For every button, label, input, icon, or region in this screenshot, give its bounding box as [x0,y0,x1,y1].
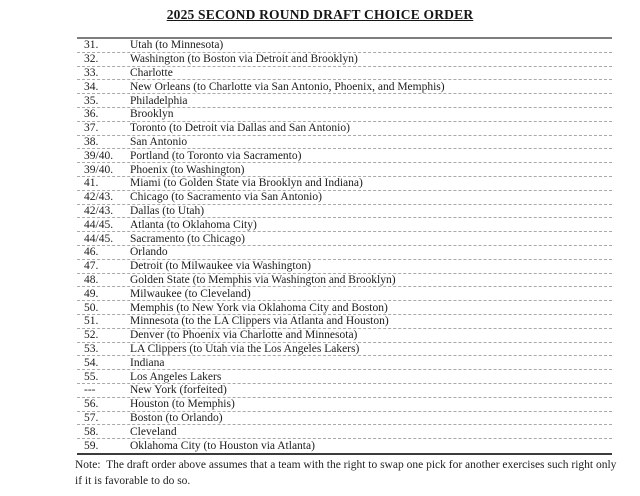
footnote: Note: The draft order above assumes that a team with the right to swap one pick for another exercises such right only if it is favorable to do so. [75,459,620,487]
pick-number: 31. [84,39,99,52]
pick-number: 57. [84,411,99,424]
team-entry: LA Clippers (to Utah via the Los Angeles Lakers) [130,342,360,355]
table-row [77,80,612,94]
team-entry: Minnesota (to the LA Clippers via Atlanta and Houston) [130,315,389,328]
table-row [77,53,612,67]
table-row [77,67,612,81]
team-entry: Dallas (to Utah) [130,204,205,217]
team-entry: Brooklyn [130,108,174,121]
pick-number: 33. [84,66,99,79]
team-entry: Orlando [130,246,168,259]
pick-number: 36. [84,108,99,121]
pick-number: 59. [84,440,99,452]
pick-number: 58. [84,425,99,438]
team-entry: Milwaukee (to Cleveland) [130,287,251,300]
team-entry: Phoenix (to Washington) [130,163,245,176]
page-title: 2025 SECOND ROUND DRAFT CHOICE ORDER [166,7,474,22]
team-entry: Miami (to Golden State via Brooklyn and Indiana) [130,177,363,190]
pick-number: 47. [84,260,99,273]
pick-number: 44/45. [84,218,114,231]
table-row [77,329,612,343]
team-entry: Atlanta (to Oklahoma City) [130,218,257,231]
pick-number: 32. [84,53,99,66]
table-row [77,287,612,301]
table-row [77,412,612,426]
team-entry: New York (forfeited) [130,384,227,397]
table-row [77,246,612,260]
table-row [77,301,612,315]
table-row [77,177,612,191]
pick-number: 48. [84,273,99,286]
pick-number: --- [84,384,96,397]
team-entry: Oklahoma City (to Houston via Atlanta) [130,440,315,452]
table-row [77,343,612,357]
pick-number: 34. [84,80,99,93]
table-row [77,205,612,219]
pick-number: 56. [84,398,99,411]
table-row [77,218,612,232]
pick-number: 42/43. [84,191,114,204]
pick-number: 39/40. [84,149,114,162]
team-entry: Los Angeles Lakers [130,370,222,383]
pick-number: 39/40. [84,163,114,176]
pick-number: 50. [84,301,99,314]
pick-number: 37. [84,122,99,135]
team-entry: Sacramento (to Chicago) [130,232,245,245]
pick-number: 35. [84,94,99,107]
pick-number: 51. [84,315,99,328]
table-row [77,356,612,370]
team-entry: Utah (to Minnesota) [130,39,224,52]
table-row [77,274,612,288]
team-entry: Denver (to Phoenix via Charlotte and Minnesota) [130,329,358,342]
team-entry: Boston (to Orlando) [130,411,223,424]
table-row [77,439,612,453]
team-entry: Charlotte [130,66,173,79]
team-entry: Houston (to Memphis) [130,398,235,411]
table-row [77,108,612,122]
draft-order-table [77,37,612,455]
table-row [77,94,612,108]
pick-number: 44/45. [84,232,114,245]
team-entry: Portland (to Toronto via Sacramento) [130,149,302,162]
table-row [77,163,612,177]
table-row [77,39,612,53]
table-row [77,370,612,384]
table-row [77,232,612,246]
table-row [77,191,612,205]
table-row [77,136,612,150]
table-row [77,149,612,163]
pick-number: 54. [84,356,99,369]
team-entry: Detroit (to Milwaukee via Washington) [130,260,311,273]
table-row [77,398,612,412]
pick-number: 53. [84,342,99,355]
table-row [77,315,612,329]
pick-number: 55. [84,370,99,383]
team-entry: Golden State (to Memphis via Washington and Brooklyn) [130,273,396,286]
table-row [77,384,612,398]
team-entry: Cleveland [130,425,177,438]
table-row [77,260,612,274]
pick-number: 49. [84,287,99,300]
pick-number: 41. [84,177,99,190]
team-entry: Toronto (to Detroit via Dallas and San Antonio) [130,122,350,135]
pick-number: 46. [84,246,99,259]
team-entry: Philadelphia [130,94,188,107]
team-entry: Indiana [130,356,165,369]
team-entry: Memphis (to New York via Oklahoma City and Boston) [130,301,388,314]
pick-number: 42/43. [84,204,114,217]
pick-number: 38. [84,135,99,148]
team-entry: Chicago (to Sacramento via San Antonio) [130,191,322,204]
table-row [77,122,612,136]
team-entry: San Antonio [130,135,188,148]
team-entry: Washington (to Boston via Detroit and Brooklyn) [130,53,358,66]
team-entry: New Orleans (to Charlotte via San Antonio, Phoenix, and Memphis) [130,80,445,93]
pick-number: 52. [84,329,99,342]
table-row [77,425,612,439]
